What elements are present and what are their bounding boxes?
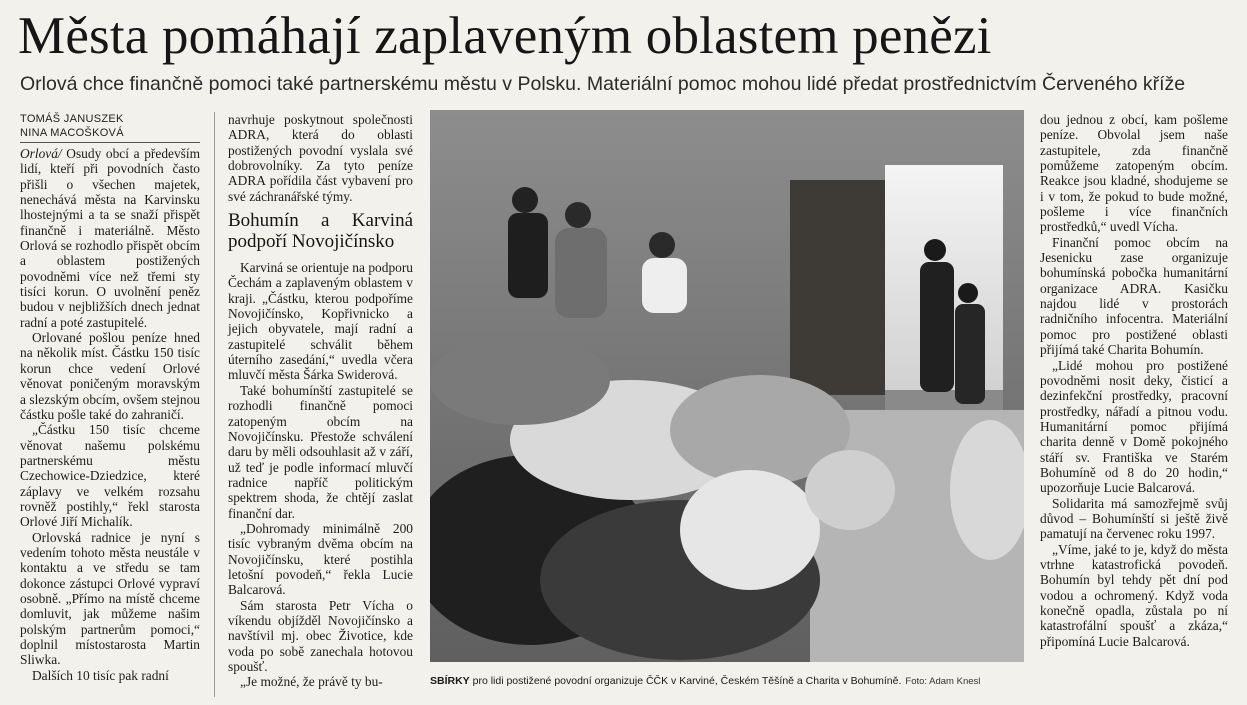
section-subheading: Bohumín a Karviná podpoří Novojičínsko (228, 210, 413, 253)
author-2: NINA MACOŠKOVÁ (20, 127, 124, 139)
news-photo (430, 110, 1024, 662)
paragraph-text: Osudy obcí a především lidí, kteří při povodních často přišli o všechen majetek, nenechává města na Karvinsku lhostejnými a ta se snaží přispět finančně i materiálně. Město Orlová se rozhodlo přispět obcím a oblastem postižených povodněmi více než třemi sty tisíci korun. O uvolnění peněz budou v nejbližších dnech jednat radní a poté zastupitelé. (20, 146, 200, 330)
paragraph (20, 146, 200, 330)
headline: Města pomáhají zaplaveným oblastem penězi (18, 7, 992, 65)
photo-illustration (430, 110, 1024, 662)
column-divider (214, 112, 215, 697)
photo-credit: Foto: Adam Knesl (905, 676, 981, 687)
caption-text: pro lidi postižené povodní organizuje ČČK v Karviné, Českém Těšíně a Charita v Bohumíně. (469, 675, 902, 687)
paragraph: dou jednou z obcí, kam pošleme peníze. Obvolal jsem naše zastupitele, zda finančně pomůžeme zatopeným obcím. Reakce jsou kladné, shodujeme se i v tom, že pokud to bude možné, pošleme i více finančních prostředků,“ uvedl Vícha. (1040, 112, 1228, 235)
dateline: Orlová/ (20, 146, 62, 161)
paragraph: „Víme, jaké to je, když do města vtrhne katastrofická povodeň. Bohumín byl tehdy pět dní pod vodou a ochromený. Když voda konečně opadla, zůstala po ní katastrofální spoušť a zkáza,“ připomíná Lucie Balcarová. (1040, 541, 1228, 649)
article-column-2 (228, 112, 413, 690)
paragraph: Karviná se orientuje na podporu Čechám a zaplaveným oblastem v kraji. „Částku, kterou podpoříme Novojičínsko, Kopřivnicko a jejich obyvatele, mají radní a zastupitelé schválit během úterního zasedání,“ uvedla včera mluvčí města Šárka Swiderová. (228, 260, 413, 383)
paragraph: Také bohumínští zastupitelé se rozhodli finančně pomoci zatopeným obcím na Novojičínsku. Přestože schválení daru by měli odsouhlasit až v září, už teď je podle informací mluvčí radnice napříč politickým spektrem shoda, že chtějí zaslat finanční dar. (228, 382, 413, 521)
paragraph: Finanční pomoc obcím na Jesenicku zase organizuje bohumínská pobočka humanitární organizace ADRA. Kasičku najdou lidé v prostorách radničního infocentra. Materiální pomoc pro postižené oblasti přijímá také Charita Bohumín. (1040, 234, 1228, 358)
subheadline: Orlová chce finančně pomoci také partnerskému městu v Polsku. Materiální pomoc mohou lidé předat prostřednictvím Červeného kříže (20, 73, 1186, 95)
paragraph: „Dohromady minimálně 200 tisíc vybraným dvěma obcím na Novojičínsku, které postihla letošní povodeň,“ řekla Lucie Balcarová. (228, 520, 413, 598)
photo-caption (430, 674, 1030, 689)
paragraph: navrhuje poskytnout společnosti ADRA, která do oblasti postižených povodní vyslala své dobrovolníky. Za tyto peníze ADRA pořídila část vybavení pro své záchranářské týmy. (228, 112, 413, 204)
paragraph: Solidarita má samozřejmě svůj důvod – Bohumínští si ještě živě pamatují na červenec roku 1997. (1040, 495, 1228, 542)
author-1: TOMÁŠ JANUSZEK (20, 113, 124, 125)
article-column-3 (1040, 112, 1228, 649)
paragraph: Sám starosta Petr Vícha o víkendu objížděl Novojičínsko a navštívil mj. obec Životice, kde voda po sobě zanechala hotovou spoušť. (228, 597, 413, 674)
paragraph: Orlované pošlou peníze hned na několik míst. Částku 150 tisíc korun chce vedení Orlové věnovat poničeným moravským a slezským obcím, ovšem stejnou částku pošle také do zahraničí. (20, 330, 200, 422)
article-column-1 (20, 112, 200, 683)
paragraph: Dalších 10 tisíc pak radní (32, 667, 169, 683)
paragraph: „Je možné, že právě ty bu- (240, 674, 383, 690)
paragraph: Orlovská radnice je nyní s vedením tohoto města neustále v kontaktu a ve středu se tam dokonce zástupci Orlové vypraví osobně. „Přímo na místě chceme domluvit, jak můžeme našim polským partnerům pomoci,“ doplnil místostarosta Martin Sliwka. (20, 529, 200, 668)
byline-rule (20, 142, 200, 143)
paragraph: „Částku 150 tisíc chceme věnovat našemu polskému partnerskému městu Czechowice-Dziedzice, které záplavy ve velkém rozsahu rovněž postihly,“ řekl starosta Orlové Jiří Michalík. (20, 422, 200, 530)
paragraph: „Lidé mohou pro postižené povodněmi nosit deky, čisticí a dezinfekční prostředky, pracovní prostředky, nářadí a pitnou vodu. Humanitární pomoc přijímá charita denně v Domě pokojného stáří sv. Františka ve Starém Bohumíně od 8 do 20 hodin,“ upozorňuje Lucie Balcarová. (1040, 357, 1228, 496)
caption-lead: SBÍRKY (430, 675, 470, 687)
